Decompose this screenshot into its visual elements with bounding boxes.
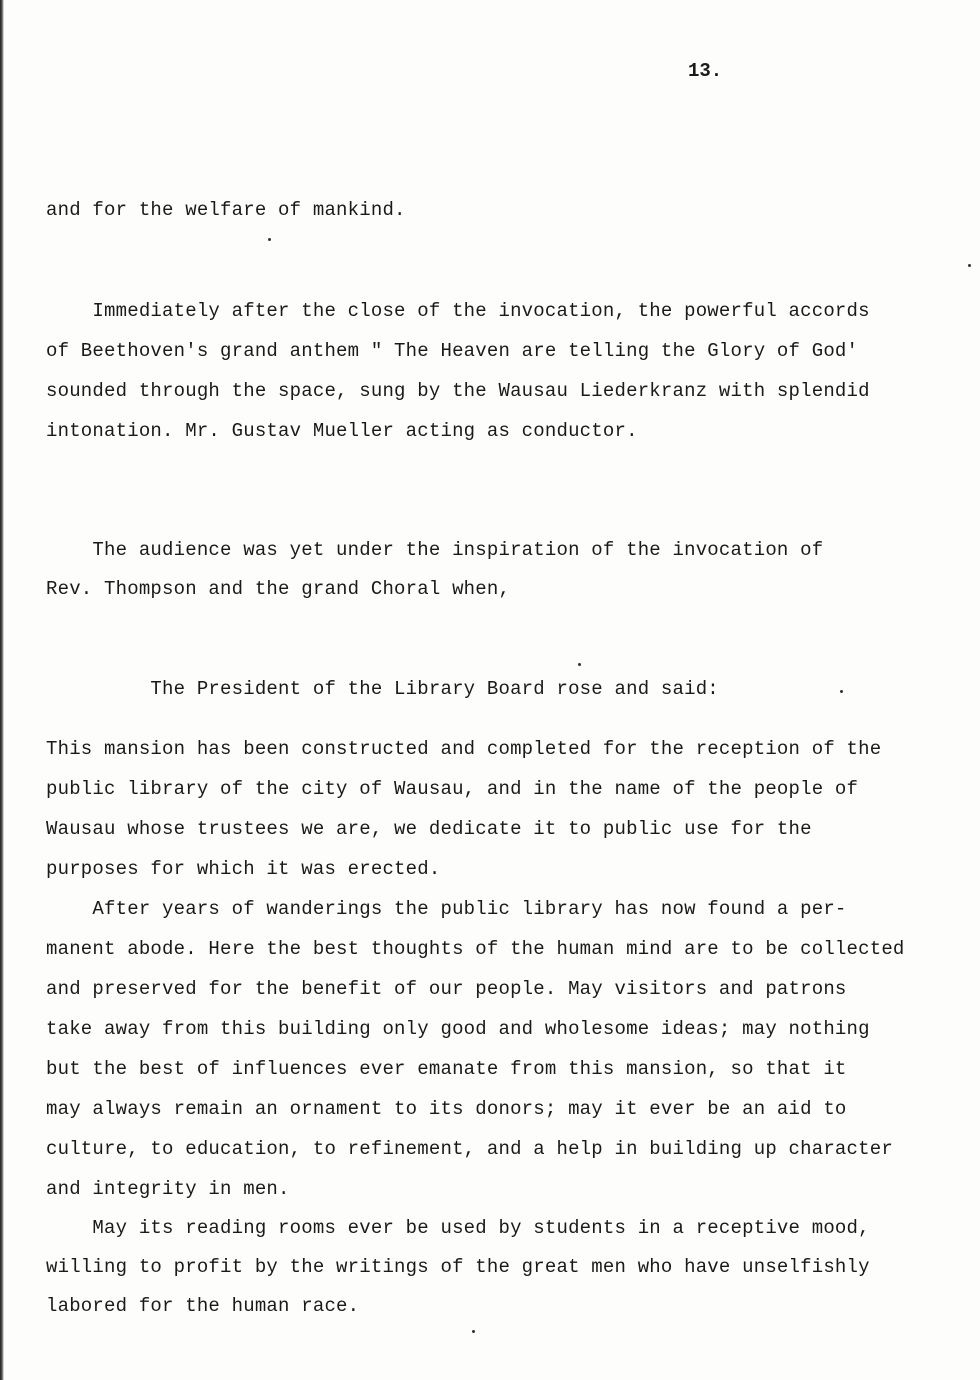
ink-speck: [472, 1330, 475, 1333]
text-line: This mansion has been constructed and completed for the reception of the: [46, 738, 882, 760]
text-line: intonation. Mr. Gustav Mueller acting as conductor.: [46, 420, 638, 442]
text-line: labored for the human race.: [46, 1295, 360, 1317]
text-line: Immediately after the close of the invocation, the powerful accords: [46, 300, 870, 322]
page-number: 13.: [688, 60, 723, 82]
text-line: Wausau whose trustees we are, we dedicate it to public use for the: [46, 818, 812, 840]
text-line: The audience was yet under the inspiration of the invocation of: [46, 539, 824, 561]
text-line: take away from this building only good and wholesome ideas; may nothing: [46, 1018, 870, 1040]
text-line: and integrity in men.: [46, 1178, 290, 1200]
text-line: manent abode. Here the best thoughts of the human mind are to be collected: [46, 938, 905, 960]
text-line: and preserved for the benefit of our people. May visitors and patrons: [46, 978, 847, 1000]
ink-speck: [968, 264, 971, 267]
text-line: and for the welfare of mankind.: [46, 199, 406, 221]
text-line: sounded through the space, sung by the Wausau Liederkranz with splendid: [46, 380, 870, 402]
ink-speck: [840, 690, 843, 693]
ink-speck: [578, 663, 581, 666]
text-line: purposes for which it was erected.: [46, 858, 441, 880]
text-line: culture, to education, to refinement, and a help in building up character: [46, 1138, 893, 1160]
text-line: Rev. Thompson and the grand Choral when,: [46, 578, 511, 600]
text-line: May its reading rooms ever be used by students in a receptive mood,: [46, 1217, 870, 1239]
text-line: may always remain an ornament to its donors; may it ever be an aid to: [46, 1098, 847, 1120]
page-left-edge: [0, 0, 4, 1380]
text-line: public library of the city of Wausau, and in the name of the people of: [46, 778, 859, 800]
text-line: After years of wanderings the public library has now found a per-: [46, 898, 847, 920]
text-line: willing to profit by the writings of the great men who have unselfishly: [46, 1256, 870, 1278]
text-line: of Beethoven's grand anthem " The Heaven are telling the Glory of God': [46, 340, 859, 362]
ink-speck: [268, 238, 271, 241]
speech-heading: The President of the Library Board rose and said:: [46, 678, 719, 700]
text-line: but the best of influences ever emanate from this mansion, so that it: [46, 1058, 847, 1080]
